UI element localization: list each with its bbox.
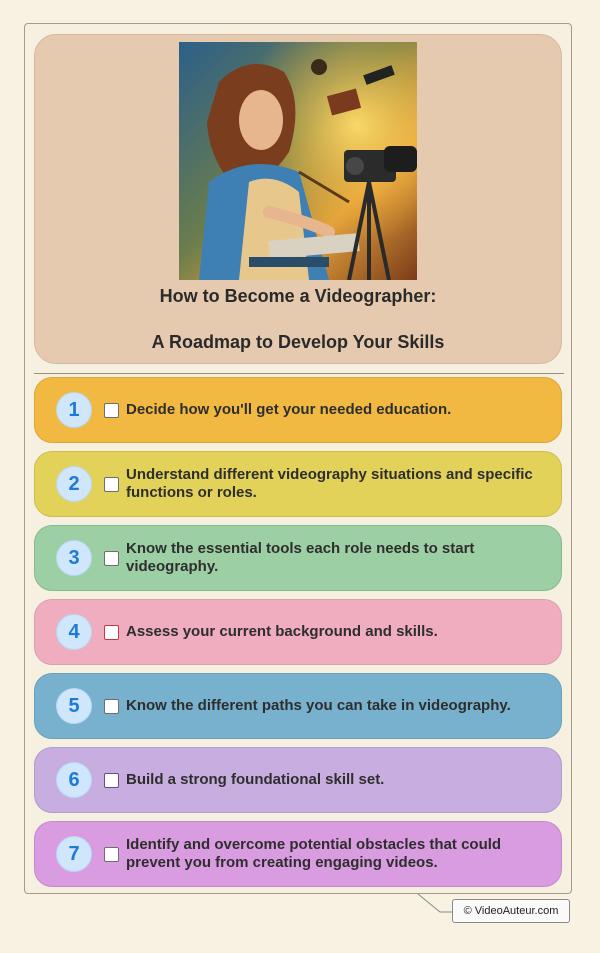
step-number-badge: 7: [56, 836, 92, 872]
step-number-badge: 1: [56, 392, 92, 428]
step-number-badge: 6: [56, 762, 92, 798]
step-label: Know the essential tools each role needs to start videography.: [126, 540, 475, 575]
step-label: Understand different videography situations and specific functions or roles.: [126, 466, 533, 501]
step-label: Identify and overcome potential obstacles that could prevent you from creating engaging videos.: [126, 836, 502, 871]
step-label: Know the different paths you can take in videography.: [126, 697, 511, 714]
page-title-line2: A Roadmap to Develop Your Skills: [151, 332, 445, 352]
page-title-line1: How to Become a Videographer:: [159, 286, 437, 306]
step-label: Build a strong foundational skill set.: [126, 771, 385, 788]
step-number-badge: 5: [56, 688, 92, 724]
step-number-badge: 3: [56, 540, 92, 576]
credit-badge[interactable]: © VideoAuteur.com: [452, 899, 570, 923]
step-number-badge: 4: [56, 614, 92, 650]
step-label: Assess your current background and skills.: [126, 623, 438, 640]
step-number-badge: 2: [56, 466, 92, 502]
step-label: Decide how you'll get your needed education.: [126, 401, 452, 418]
